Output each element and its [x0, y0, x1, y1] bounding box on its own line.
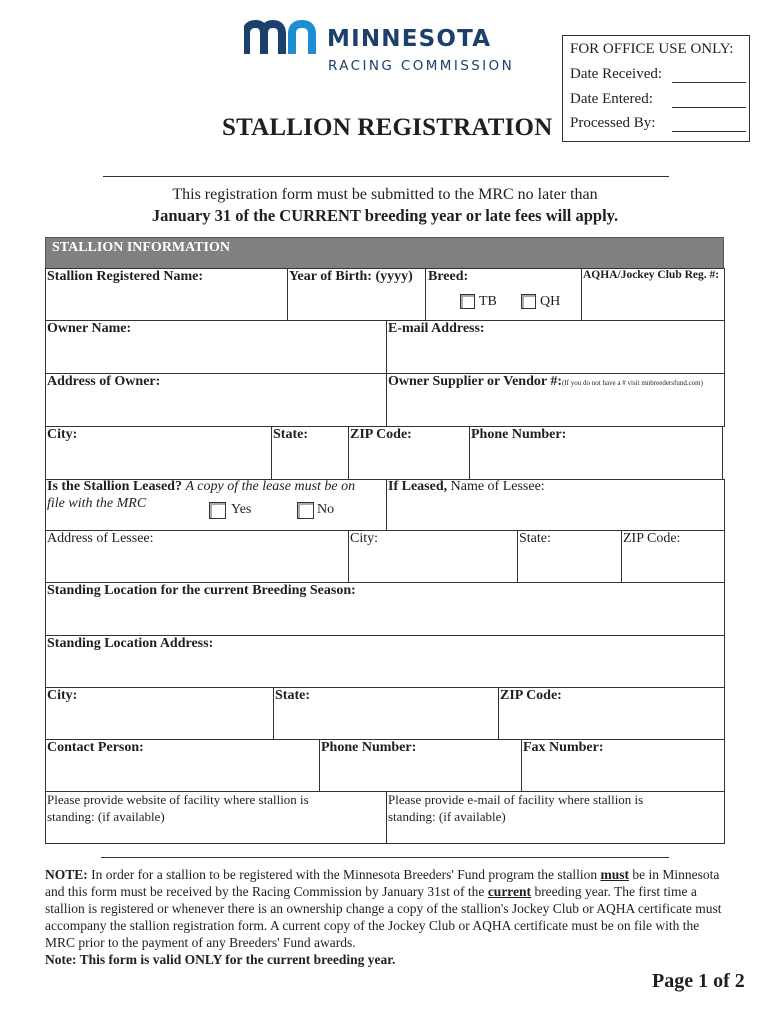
lessee-name-label [388, 479, 545, 495]
owner-name-label: Owner Name: [47, 321, 132, 336]
lessee-state-label: State: [519, 531, 551, 546]
page-title: STALLION REGISTRATION [222, 114, 553, 141]
facility-website-label-2: standing: (if available) [47, 809, 165, 824]
standing-address-label: Standing Location Address: [47, 636, 214, 651]
qh-checkbox[interactable] [521, 294, 536, 309]
note-current: current [487, 884, 532, 899]
leased-yes-checkbox[interactable] [209, 502, 226, 519]
city-label: City: [47, 427, 78, 442]
vendor-number-label [388, 374, 703, 390]
minnesota-logo-icon [244, 20, 316, 56]
divider-bottom [101, 857, 669, 858]
leased-question [47, 479, 355, 495]
divider [103, 176, 669, 177]
year-of-birth-label: Year of Birth: (yyyy) [289, 269, 413, 284]
intro-line-1: This registration form must be submitted to the MRC no later than [172, 186, 598, 203]
lessee-zip-label: ZIP Code: [623, 531, 681, 546]
leased-question-text: Is the Stallion Leased? [47, 479, 182, 494]
contact-person-label: Contact Person: [47, 740, 144, 755]
logo-name: MINNESOTA [327, 26, 492, 52]
date-received-field[interactable] [672, 82, 746, 83]
phone-label: Phone Number: [471, 427, 567, 442]
vendor-label-text: Owner Supplier or Vendor #: [388, 374, 563, 389]
lessee-city-label: City: [350, 531, 379, 546]
processed-by-field[interactable] [672, 131, 746, 132]
note-paragraph [45, 866, 725, 968]
leased-yes-label: Yes [231, 502, 252, 517]
standing-city-label: City: [47, 688, 78, 703]
facility-email-label-2: standing: (if available) [388, 809, 506, 824]
leased-note-2: file with the MRC [47, 496, 147, 511]
note-text-1: In order for a stallion to be registered with the Minnesota Breeders' Fund program the stallion [91, 867, 598, 882]
lessee-address-label: Address of Lessee: [47, 531, 154, 546]
tb-label: TB [479, 294, 497, 309]
qh-label: QH [540, 294, 561, 309]
owner-address-label: Address of Owner: [47, 374, 161, 389]
tb-checkbox[interactable] [460, 294, 475, 309]
section-title: STALLION INFORMATION [52, 240, 231, 255]
contact-phone-label: Phone Number: [321, 740, 417, 755]
breed-label: Breed: [428, 269, 469, 284]
facility-email-label-1: Please provide e-mail of facility where stallion is [388, 792, 644, 807]
note-label: NOTE: [45, 867, 88, 882]
logo-subtitle: RACING COMMISSION [328, 58, 515, 74]
page-number: Page 1 of 2 [652, 970, 745, 992]
note-validity: Note: This form is valid ONLY for the current breeding year. [45, 952, 396, 967]
city-field[interactable] [45, 426, 272, 480]
vendor-note: (If you do not have a # visit mnbreedersfund.com) [562, 379, 703, 387]
standing-city-field[interactable] [45, 687, 274, 740]
note-text-2: be in Minnesota and this form must be received by the Racing Commission by January 31st of the [45, 867, 720, 899]
office-use-title: FOR OFFICE USE ONLY: [570, 41, 734, 57]
reg-number-label: AQHA/Jockey Club Reg. #: [583, 269, 720, 281]
intro-line-2: January 31 of the CURRENT breeding year or late fees will apply. [151, 206, 619, 225]
email-label: E-mail Address: [388, 321, 485, 336]
stallion-name-label: Stallion Registered Name: [47, 269, 204, 284]
leased-no-checkbox[interactable] [297, 502, 314, 519]
note-must: must [600, 867, 629, 882]
date-entered-label: Date Entered: [570, 91, 653, 107]
if-leased-text: If Leased, [388, 479, 448, 494]
processed-by-label: Processed By: [570, 115, 656, 131]
standing-zip-label: ZIP Code: [500, 688, 562, 703]
note-text-3: breeding year. The first time a stallion is registered or whenever there is an ownership change a copy of the stallion's Jockey Club or AQHA certificate must accompany the stallion registration form. A current copy of the Jockey Club or AQHA certificate must be on file with the MRC prior to the payment of any Breeders' Fund awards. [45, 884, 722, 950]
facility-website-label-1: Please provide website of facility where stallion is [47, 792, 309, 807]
zip-label: ZIP Code: [350, 427, 412, 442]
date-received-label: Date Received: [570, 66, 663, 82]
lessee-name-text: Name of Lessee: [450, 479, 545, 494]
standing-state-label: State: [275, 688, 310, 703]
leased-note-1: A copy of the lease must be on [185, 479, 356, 494]
standing-location-label: Standing Location for the current Breeding Season: [47, 583, 356, 598]
date-entered-field[interactable] [672, 107, 746, 108]
fax-label: Fax Number: [523, 740, 604, 755]
leased-no-label: No [317, 502, 335, 517]
state-label: State: [273, 427, 308, 442]
